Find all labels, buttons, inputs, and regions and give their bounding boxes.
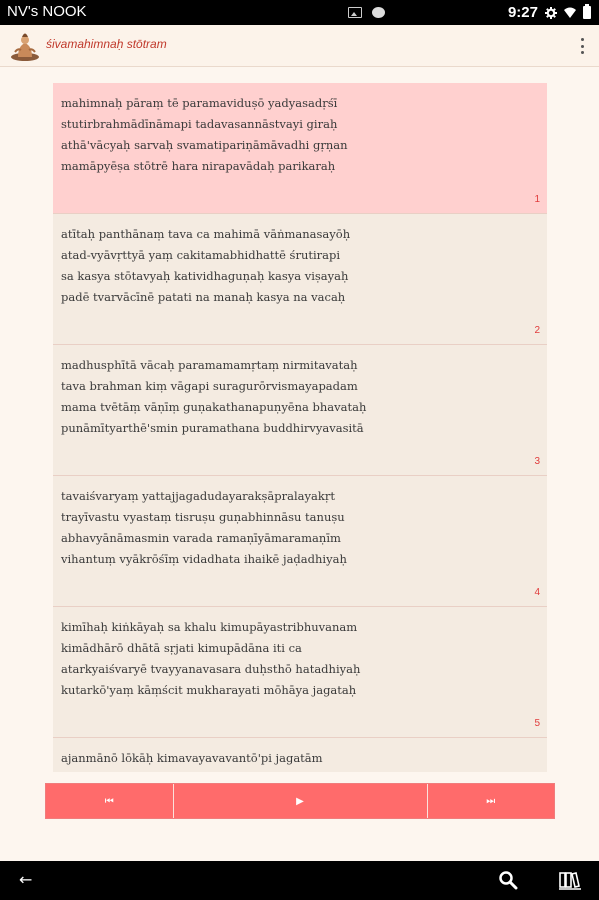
- verse-list[interactable]: [53, 83, 547, 772]
- play-icon: ▶: [296, 795, 304, 807]
- battery-icon: [583, 6, 591, 19]
- wifi-icon: [564, 7, 576, 19]
- verse-line: kimādhārō dhātā sṛjati kimupādāna iti ca: [61, 641, 302, 655]
- verse-line: kutarkō'yaṃ kāṃścit mukharayati mōhāya jagataḥ: [61, 683, 357, 697]
- verse-line: athā'vācyaḥ sarvaḥ svamatipariṇāmāvadhi gṛṇan: [61, 138, 348, 152]
- navigation-bar: [0, 861, 599, 900]
- skip-previous-icon: ⏮: [104, 795, 114, 807]
- search-icon[interactable]: [498, 870, 518, 890]
- app-bar: [0, 25, 599, 67]
- verse-number: 1: [534, 194, 540, 205]
- verse-line: stutirbrahmādīnāmapi tadavasannāstvayi giraḥ: [61, 117, 338, 131]
- back-arrow-icon[interactable]: ←: [19, 870, 33, 889]
- verse-line: punāmītyarthē'smin puramathana buddhirvyavasitā: [61, 421, 364, 435]
- verse-line: atad-vyāvṛttyā yaṃ cakitamabhidhattē śrutirapi: [61, 248, 341, 262]
- verse-line: mamāpyēṣa stōtrē hara nirapavādaḥ parikaraḥ: [61, 159, 336, 173]
- verse-item[interactable]: [53, 345, 547, 476]
- skip-next-button[interactable]: [428, 784, 555, 818]
- verse-line: vihantuṃ vyākrōśīṃ vidadhata ihaikē jaḍadhiyaḥ: [61, 552, 347, 566]
- verse-number: 2: [534, 325, 540, 336]
- clock: 9:27: [507, 4, 538, 21]
- verse-line: tavaiśvaryaṃ yattajjagadudayarakṣāpralayakṛt: [61, 489, 335, 503]
- verse-item[interactable]: [53, 738, 547, 772]
- verse-item[interactable]: [53, 476, 547, 607]
- verse-line: atarkyaiśvaryē tvayyanavasara duḥsthō hatadhiyaḥ: [61, 662, 361, 676]
- play-button[interactable]: [174, 784, 428, 818]
- verse-line: padē tvarvācīnē patati na manaḥ kasya na vacaḥ: [61, 290, 346, 304]
- verse-number: 5: [534, 718, 540, 729]
- skip-next-icon: ⏭: [486, 795, 496, 807]
- status-bar: [0, 0, 599, 25]
- verse-number: 4: [534, 587, 540, 598]
- verse-line: tava brahman kiṃ vāgapi suragurōrvismayapadam: [61, 379, 358, 393]
- verse-line: ajanmānō lōkāḥ kimavayavavantō'pi jagatām: [61, 751, 323, 765]
- player-controls: [45, 783, 555, 819]
- verse-line: kimīhaḥ kiṅkāyaḥ sa khalu kimupāyastribhuvanam: [61, 620, 358, 634]
- chat-icon: [372, 7, 385, 18]
- image-icon: [348, 7, 362, 18]
- skip-previous-button[interactable]: [46, 784, 174, 818]
- verse-line: atītaḥ panthānaṃ tava ca mahimā vāṅmanasayōḥ: [61, 227, 351, 241]
- shiva-logo-icon: [10, 30, 40, 61]
- verse-line: madhusphītā vācaḥ paramamamṛtaṃ nirmitavataḥ: [61, 358, 358, 372]
- verse-line: [61, 769, 539, 772]
- verse-line: abhavyānāmasmin varada ramaṇīyāmaramaṇīm: [61, 531, 341, 545]
- verse-item[interactable]: [53, 607, 547, 738]
- device-name: NV's NOOK: [7, 3, 87, 20]
- verse-item[interactable]: [53, 214, 547, 345]
- verse-line: sa kasya stōtavyaḥ katividhaguṇaḥ kasya viṣayaḥ: [61, 269, 349, 283]
- library-icon[interactable]: [559, 870, 581, 890]
- verse-number: 3: [534, 456, 540, 467]
- status-icons: [348, 0, 591, 25]
- overflow-menu-icon[interactable]: [579, 35, 585, 57]
- verse-line: trayīvastu vyastaṃ tisruṣu guṇabhinnāsu tanuṣu: [61, 510, 345, 524]
- verse-line: mama tvētāṃ vāṇīṃ guṇakathanapuṇyēna bhavataḥ: [61, 400, 367, 414]
- verse-line: mahimnaḥ pāraṃ tē paramaviduṣō yadyasadṛśī: [61, 96, 338, 110]
- verse-item[interactable]: [53, 83, 547, 214]
- gear-icon: [545, 7, 557, 19]
- app-title: śivamahimnaḥ stōtram: [46, 37, 167, 51]
